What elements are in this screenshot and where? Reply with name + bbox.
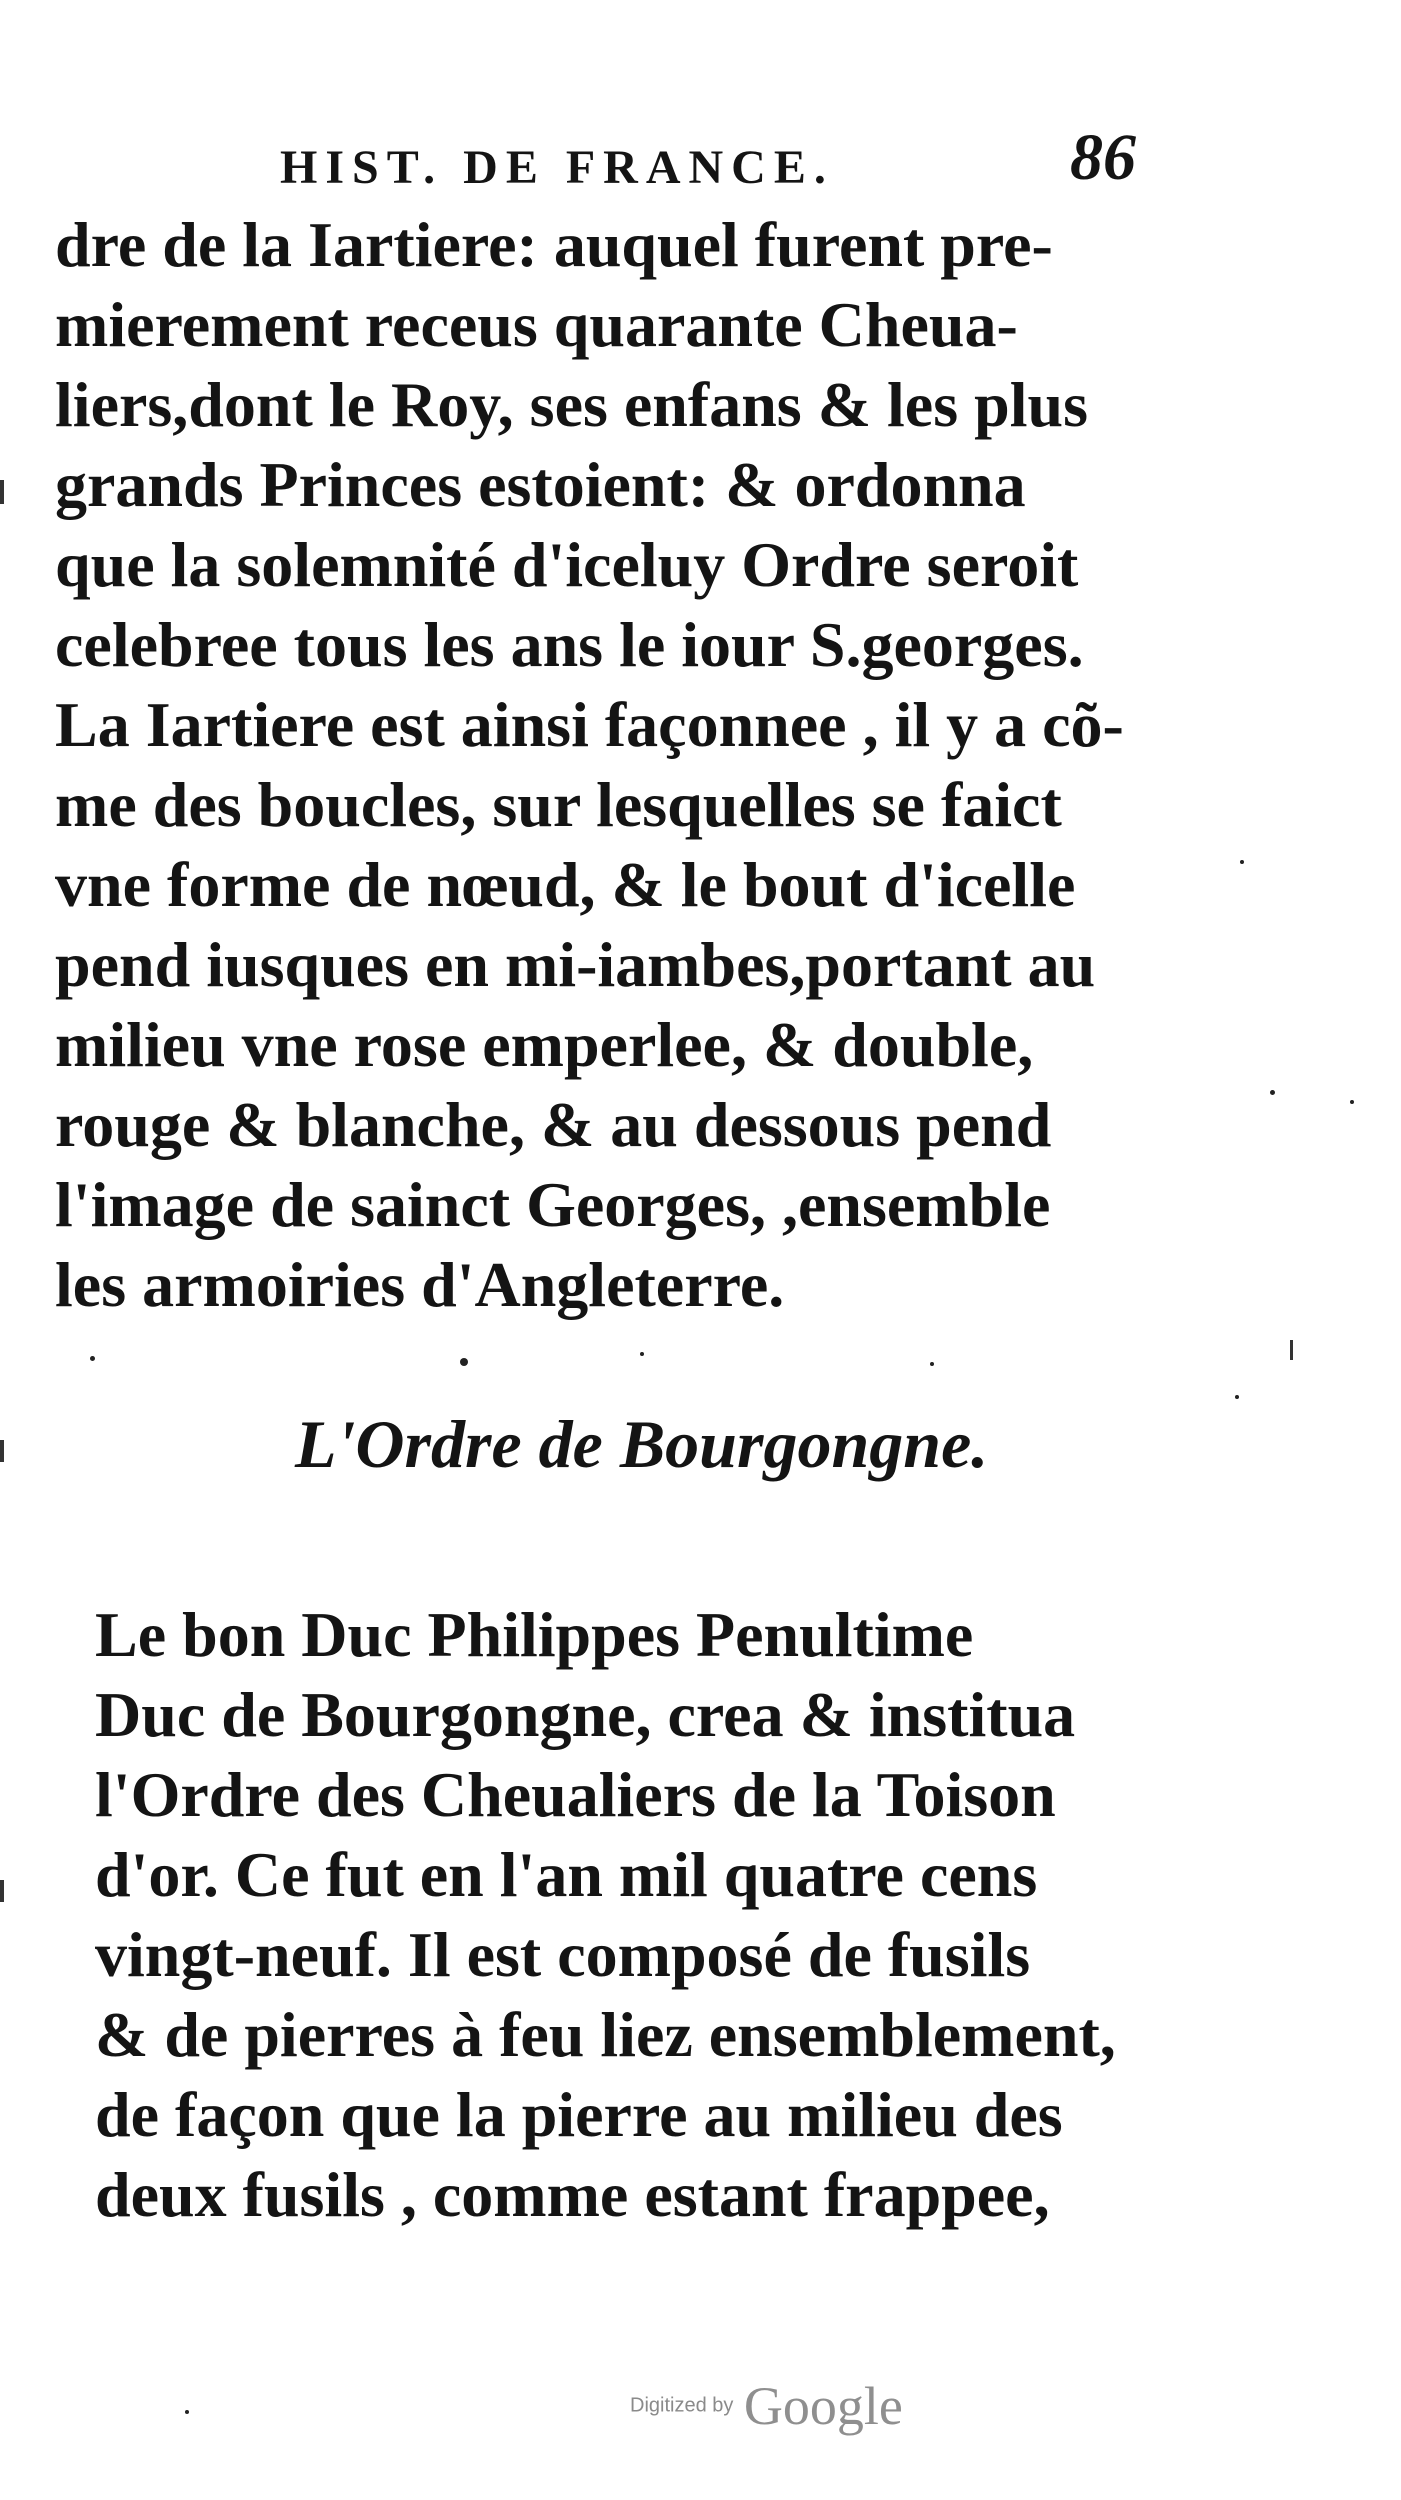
- scan-speck: [640, 1352, 644, 1356]
- page-number: 86: [1070, 121, 1136, 194]
- text-line: pend iusques en mi-iambes,portant au: [55, 929, 1096, 1000]
- text-line: La Iartiere est ainsi façonnee , il y a cõ-: [55, 689, 1124, 760]
- paragraph-garter: [55, 205, 1124, 1325]
- scan-speck: [930, 1362, 934, 1366]
- text-line: dre de la Iartiere: auquel furent pre-: [55, 209, 1053, 280]
- text-line: d'or. Ce fut en l'an mil quatre cens: [95, 1839, 1038, 1910]
- edge-mark: [0, 1440, 4, 1462]
- text-line: Duc de Bourgongne, crea & institua: [95, 1679, 1076, 1750]
- digitized-watermark: [630, 2375, 903, 2437]
- digitized-label: Digitized by: [630, 2394, 734, 2417]
- edge-mark: [1290, 1340, 1293, 1360]
- text-line: grands Princes estoient: & ordonna: [55, 449, 1026, 520]
- text-line: me des boucles, sur lesquelles se faict: [55, 769, 1062, 840]
- text-line: deux fusils , comme estant frappee,: [95, 2159, 1050, 2230]
- scan-speck: [1235, 1395, 1239, 1399]
- edge-mark: [0, 1880, 4, 1902]
- text-line: de façon que la pierre au milieu des: [95, 2079, 1063, 2150]
- scan-speck: [185, 2410, 189, 2414]
- text-line: rouge & blanche, & au dessous pend: [55, 1089, 1052, 1160]
- scan-speck: [90, 1356, 95, 1361]
- text-line: l'Ordre des Cheualiers de la Toison: [95, 1759, 1056, 1830]
- scan-speck: [1240, 860, 1244, 864]
- running-title: HIST. DE FRANCE.: [280, 141, 834, 194]
- section-heading: L'Ordre de Bourgongne.: [295, 1406, 989, 1482]
- text-line: & de pierres à feu liez ensemblement,: [95, 1999, 1116, 2070]
- text-line: vne forme de nœud, & le bout d'icelle: [55, 849, 1076, 920]
- text-line: l'image de sainct Georges, ,ensemble: [55, 1169, 1051, 1240]
- text-line: celebree tous les ans le iour S.georges.: [55, 609, 1084, 680]
- google-logo: Google: [743, 2376, 903, 2436]
- text-line: que la solemnité d'iceluy Ordre seroit: [55, 529, 1079, 600]
- edge-mark: [0, 480, 4, 504]
- paragraph-bourgongne: [95, 1595, 1116, 2235]
- text-line: vingt-neuf. Il est composé de fusils: [95, 1919, 1031, 1990]
- text-line: mierement receus quarante Cheua-: [55, 289, 1018, 360]
- text-line: milieu vne rose emperlee, & double,: [55, 1009, 1034, 1080]
- text-line: Le bon Duc Philippes Penultime: [95, 1599, 974, 1670]
- scan-speck: [460, 1358, 468, 1366]
- scan-speck: [1270, 1090, 1275, 1095]
- scan-speck: [1350, 1100, 1354, 1104]
- text-line: liers,dont le Roy, ses enfans & les plus: [55, 369, 1088, 440]
- text-line: les armoiries d'Angleterre.: [55, 1249, 785, 1320]
